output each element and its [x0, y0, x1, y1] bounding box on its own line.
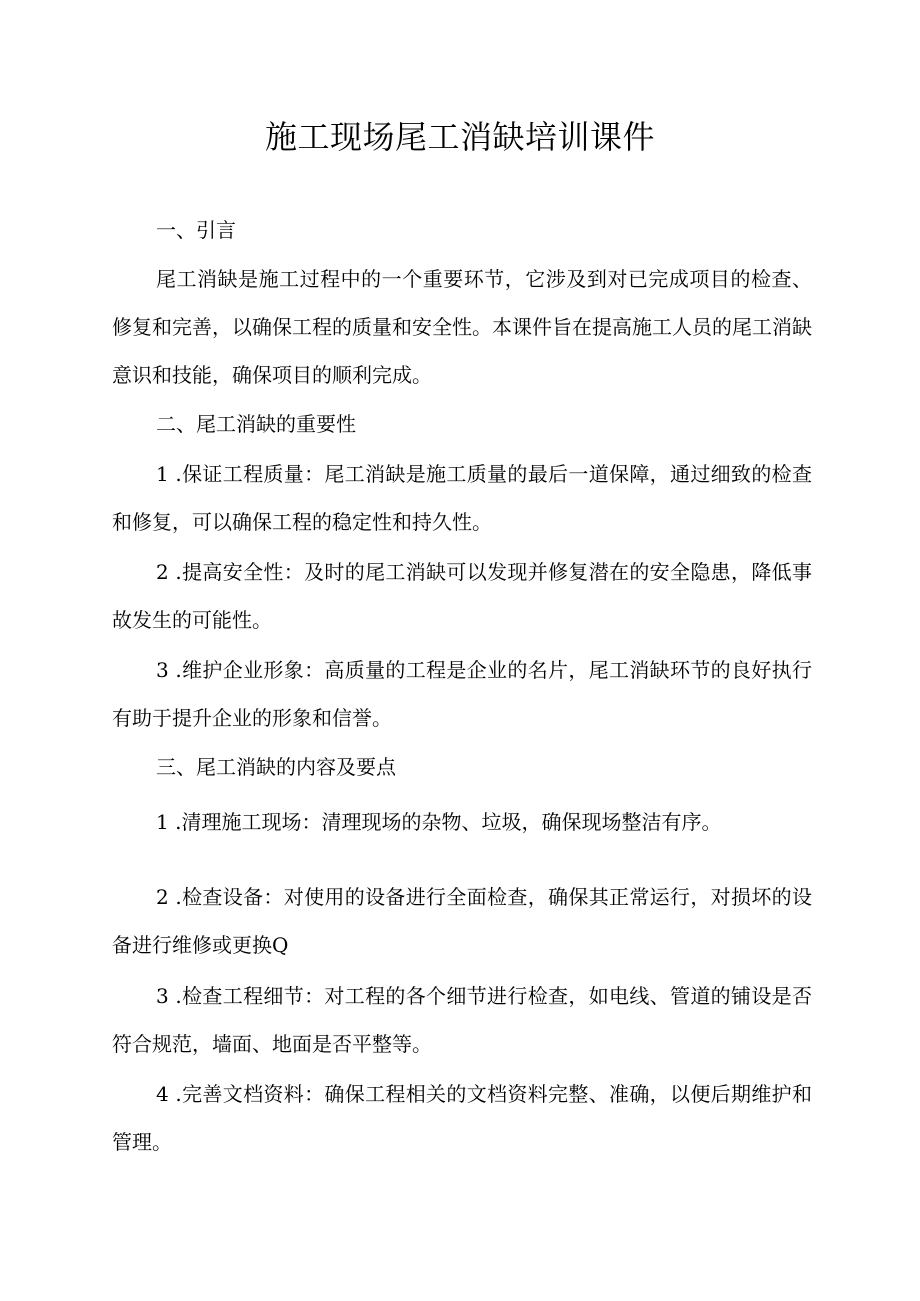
paragraph-content-cleanup: 1 .清理施工现场：清理现场的杂物、垃圾，确保现场整洁有序。	[156, 810, 722, 834]
paragraph-importance-image: 3 .维护企业形象：高质量的工程是企业的名片，尾工消缺环节的良好执行有助于提升企业的形象和信誉。	[112, 658, 812, 730]
paragraph-introduction: 尾工消缺是施工过程中的一个重要环节，它涉及到对已完成项目的检查、修复和完善，以确保工程的质量和安全性。本课件旨在提高施工人员的尾工消缺意识和技能，确保项目的顺利完成。	[112, 267, 812, 387]
paragraph-content-details: 3 .检查工程细节：对工程的各个细节进行检查，如电线、管道的铺设是否符合规范，墙面、地面是否平整等。	[112, 984, 812, 1056]
paragraph-content-documents: 4 .完善文档资料：确保工程相关的文档资料完整、准确，以便后期维护和管理。	[112, 1082, 812, 1154]
section-heading-content: 三、尾工消缺的内容及要点	[156, 755, 396, 779]
paragraph-content-equipment: 2 .检查设备：对使用的设备进行全面检查，确保其正常运行，对损坏的设备进行维修或更换Q	[112, 885, 812, 957]
paragraph-importance-quality: 1 .保证工程质量：尾工消缺是施工质量的最后一道保障，通过细致的检查和修复，可以确保工程的稳定性和持久性。	[112, 462, 812, 534]
section-heading-introduction: 一、引言	[156, 218, 236, 242]
section-heading-importance: 二、尾工消缺的重要性	[156, 412, 356, 436]
document-title: 施工现场尾工消缺培训课件	[264, 118, 655, 156]
paragraph-importance-safety: 2 .提高安全性：及时的尾工消缺可以发现并修复潜在的安全隐患，降低事故发生的可能性。	[112, 560, 812, 632]
